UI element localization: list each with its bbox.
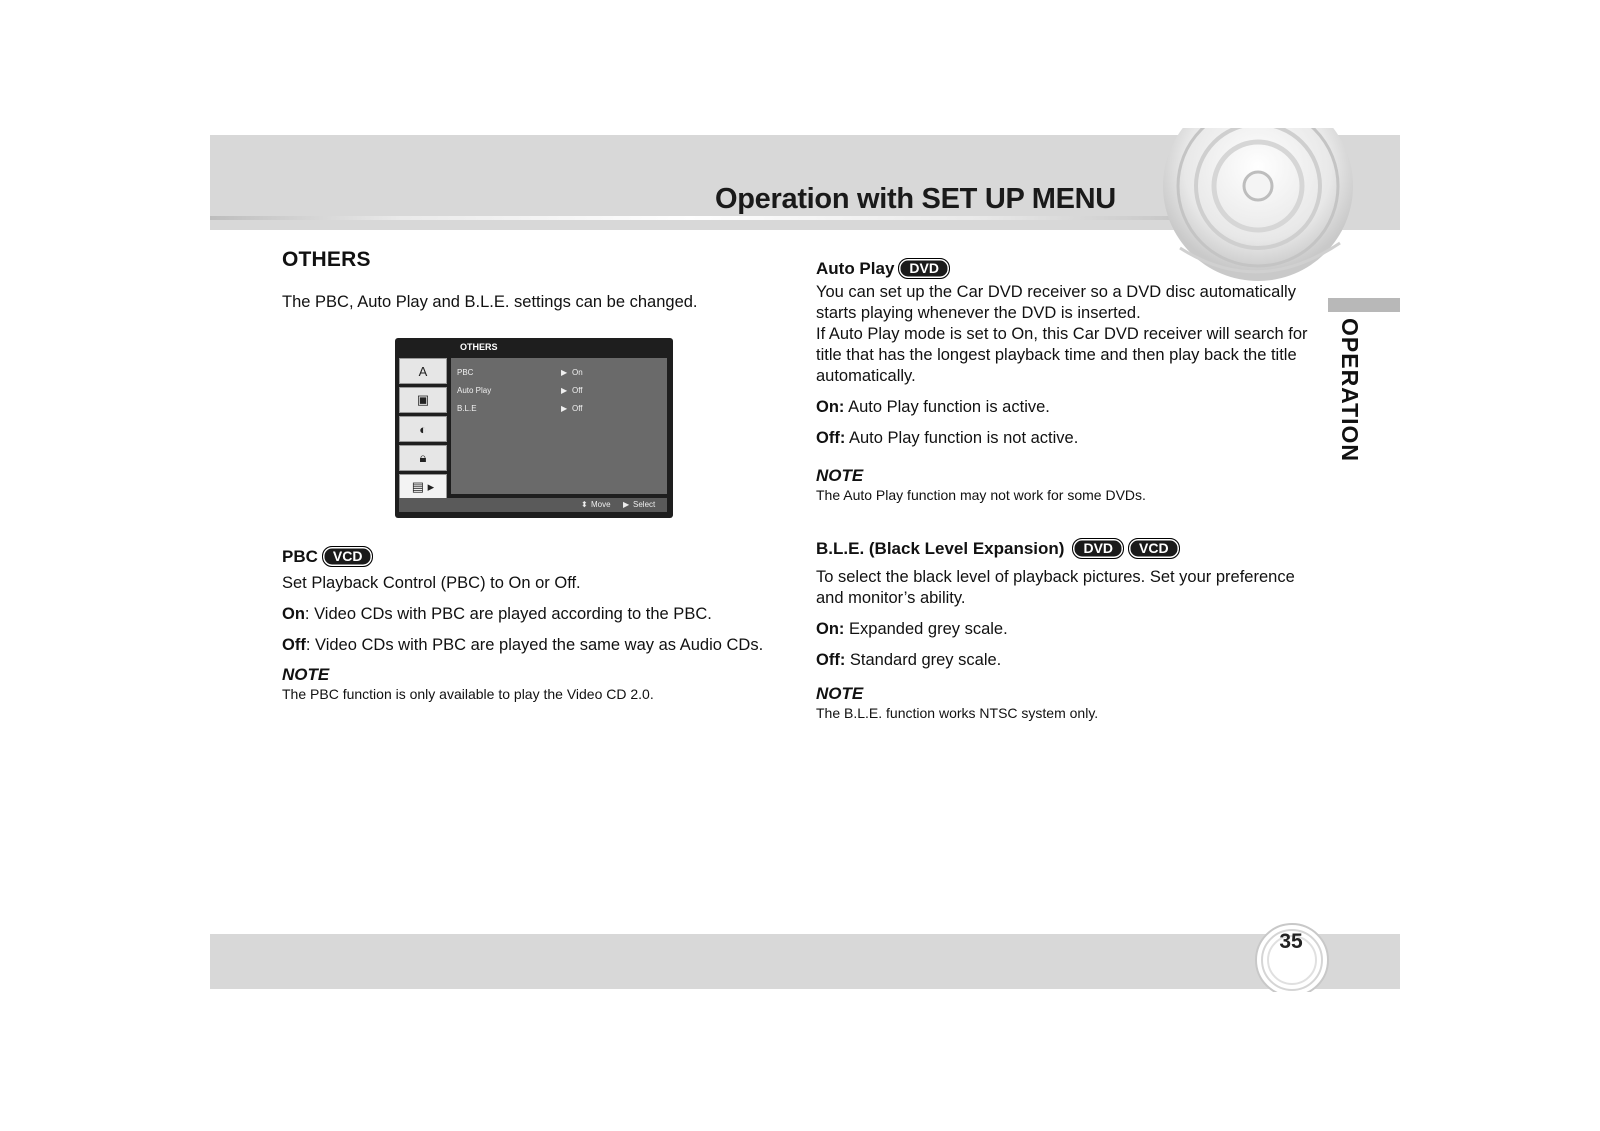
ble-on-text: Expanded grey scale. <box>844 620 1008 638</box>
autoplay-on-text: Auto Play function is active. <box>844 398 1050 416</box>
autoplay-on-line <box>816 397 1326 418</box>
ble-on-label: On: <box>816 620 845 638</box>
autoplay-desc-1: You can set up the Car DVD receiver so a DVD disc automatically starts playing whenever the DVD is inserted. <box>816 283 1296 322</box>
autoplay-on-label: On: <box>816 398 845 416</box>
arrow-right-icon: ▶ <box>561 404 568 413</box>
ble-desc: To select the black level of playback pictures. Set your preference and monitor’s ability. <box>816 568 1295 607</box>
pbc-off-line <box>282 635 802 656</box>
autoplay-note-text: The Auto Play function may not work for some DVDs. <box>816 487 1146 503</box>
header-divider <box>210 216 1170 220</box>
left-column <box>282 248 802 313</box>
ble-off-text: Standard grey scale. <box>845 651 1002 669</box>
vcd-badge: VCD <box>1128 538 1180 559</box>
pbc-desc: Set Playback Control (PBC) to On or Off. <box>282 574 581 592</box>
others-intro: The PBC, Auto Play and B.L.E. settings can be changed. <box>282 293 698 311</box>
pbc-off-label: Off <box>282 636 306 654</box>
autoplay-off-text: Auto Play function is not active. <box>845 429 1079 447</box>
others-menu-screenshot <box>395 338 673 518</box>
section-heading-others: OTHERS <box>282 248 371 271</box>
osd-footer <box>399 498 667 512</box>
pbc-note-text: The PBC function is only available to play the Video CD 2.0. <box>282 686 654 702</box>
dvd-badge: DVD <box>898 258 950 279</box>
ble-note-title: NOTE <box>816 684 864 703</box>
osd-row <box>457 386 657 398</box>
osd-row-label: B.L.E <box>457 404 477 413</box>
pbc-on-line <box>282 604 802 625</box>
osd-row-label: PBC <box>457 368 474 377</box>
osd-row-value: On <box>572 368 583 377</box>
pbc-title: PBC <box>282 546 318 566</box>
osd-panel <box>451 358 667 494</box>
dvd-badge: DVD <box>1072 538 1124 559</box>
autoplay-section <box>816 258 1326 504</box>
pbc-note-title: NOTE <box>282 665 330 684</box>
vcd-badge: VCD <box>322 546 374 567</box>
others-icon: ▤ ▸ <box>399 474 447 500</box>
osd-row-value: Off <box>572 404 583 413</box>
ble-on-line <box>816 619 1326 640</box>
language-icon: A <box>399 358 447 384</box>
autoplay-note-title: NOTE <box>816 466 864 485</box>
side-tab-label: OPERATION <box>1337 318 1363 463</box>
ble-section <box>816 538 1326 722</box>
osd-icon-column <box>399 358 447 503</box>
ble-title: B.L.E. (Black Level Expansion) <box>816 538 1065 558</box>
osd-title: OTHERS <box>460 342 498 352</box>
page-number: 35 <box>1279 930 1303 953</box>
footer-band <box>210 934 1400 989</box>
osd-row <box>457 404 657 416</box>
arrow-right-icon: ▶ <box>561 386 568 395</box>
ble-off-line <box>816 650 1326 671</box>
ble-note-text: The B.L.E. function works NTSC system only. <box>816 705 1099 721</box>
osd-row <box>457 368 657 380</box>
page-title: Operation with SET UP MENU <box>715 183 1116 215</box>
autoplay-heading <box>816 258 1326 279</box>
ble-heading <box>816 538 1326 559</box>
osd-select-label: Select <box>633 500 656 509</box>
pbc-heading <box>282 546 802 567</box>
display-icon: ▣ <box>399 387 447 413</box>
side-tab-bar <box>1328 298 1400 312</box>
lock-icon: 🔒︎ <box>399 445 447 471</box>
arrow-right-icon: ▶ <box>623 500 630 509</box>
ble-off-label: Off: <box>816 651 846 669</box>
autoplay-off-line <box>816 428 1326 449</box>
osd-row-label: Auto Play <box>457 386 492 395</box>
osd-row-value: Off <box>572 386 583 395</box>
pbc-on-text: : Video CDs with PBC are played according to the PBC. <box>304 605 712 623</box>
updown-icon: ⬍ <box>581 500 588 509</box>
audio-icon: ◐ <box>399 416 447 442</box>
osd-move-label: Move <box>591 500 611 509</box>
arrow-right-icon: ▶ <box>561 368 568 377</box>
autoplay-off-label: Off: <box>816 429 846 447</box>
autoplay-desc-2: If Auto Play mode is set to On, this Car DVD receiver will search for title that has the longest playback time and then play back the title automatically. <box>816 325 1308 385</box>
pbc-on-label: On <box>282 605 305 623</box>
pbc-section <box>282 546 802 703</box>
autoplay-title: Auto Play <box>816 258 895 278</box>
pbc-off-text: : Video CDs with PBC are played the same way as Audio CDs. <box>305 636 764 654</box>
